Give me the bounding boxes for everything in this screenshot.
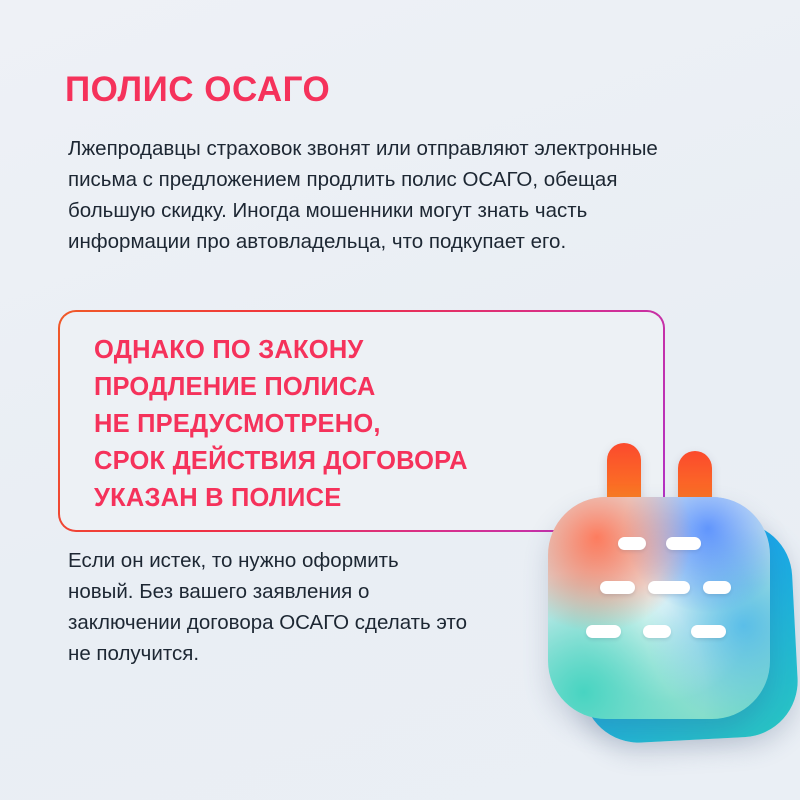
highlight-line-5: УКАЗАН В ПОЛИСЕ: [94, 484, 342, 512]
dash-mark-3: [600, 581, 635, 594]
highlight-line-4: СРОК ДЕЙСТВИЯ ДОГОВОРА: [94, 447, 468, 475]
dash-mark-2: [666, 537, 701, 550]
closing-paragraph-block: [68, 545, 468, 669]
card-front-shape: [548, 497, 770, 719]
intro-paragraph: Лжепродавцы страховок звонят или отправляют электронные письма с предложением продлить полис ОСАГО, обещая большую скидку. Иногда мошенники могут знать часть информации про автовладельца, что подкупает его.: [68, 137, 658, 253]
highlight-line-1: ОДНАКО ПО ЗАКОНУ: [94, 336, 364, 364]
intro-paragraph-block: [68, 133, 688, 257]
dash-mark-8: [691, 625, 726, 638]
closing-paragraph: Если он истек, то нужно оформить новый. Без вашего заявления о заключении договора ОСАГО сделать это не получится.: [68, 549, 467, 665]
dash-mark-6: [586, 625, 621, 638]
highlight-line-2: ПРОДЛЕНИЕ ПОЛИСА: [94, 373, 376, 401]
rabbit-card-illustration: [520, 425, 800, 755]
page-title: ПОЛИС ОСАГО: [65, 70, 331, 110]
dash-mark-4: [648, 581, 690, 594]
highlight-line-3: НЕ ПРЕДУСМОТРЕНО,: [94, 410, 381, 438]
dash-mark-5: [703, 581, 731, 594]
dash-mark-7: [643, 625, 671, 638]
dash-mark-1: [618, 537, 646, 550]
